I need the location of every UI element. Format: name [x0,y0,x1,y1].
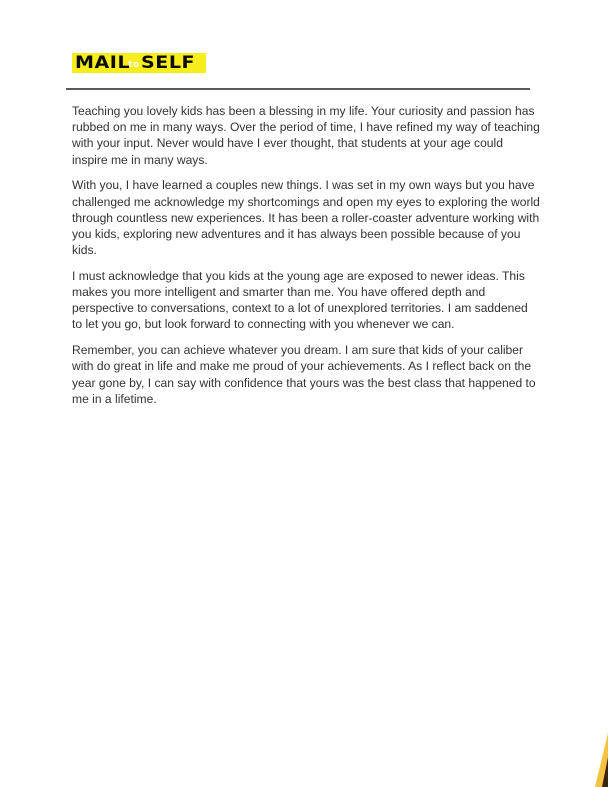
mailtoself-logo [72,53,206,73]
logo-text-mail: MAIL [75,53,131,73]
letter-paragraph-2: With you, I have learned a couples new things. I was set in my own ways but you have challenged me acknowledge my shortcomings and open my eyes to exploring the world through countless new experiences. It has been a roller-coaster adventure working with you kids, exploring new adventures and it has always been possible because of you kids. [72,178,540,258]
letter-paragraph-4: Remember, you can achieve whatever you dream. I am sure that kids of your caliber with do great in life and make me proud of your achievements. As I reflect back on the year gone by, I can say with confidence that yours was the best class that happened to me in a lifetime. [72,343,536,406]
letter-body [72,103,540,416]
corner-stripe-decoration [588,727,608,787]
logo-text-self: SELF [140,53,195,73]
logo-text-to: to [128,60,140,70]
letter-paragraph-3: I must acknowledge that you kids at the young age are exposed to newer ideas. This makes you more intelligent and smarter than me. You have offered depth and perspective to conversations, context to a lot of unexplored territories. I am saddened to let you go, but look forward to connecting with you whenever we can. [72,268,528,332]
header-divider [66,88,530,90]
letter-paragraph-1: Teaching you lovely kids has been a blessing in my life. Your curiosity and passion has rubbed on me in many ways. Over the period of time, I have refined my way of teaching with your input. Never would have I ever thought, that students at your age could inspire me in many ways. [72,104,540,167]
